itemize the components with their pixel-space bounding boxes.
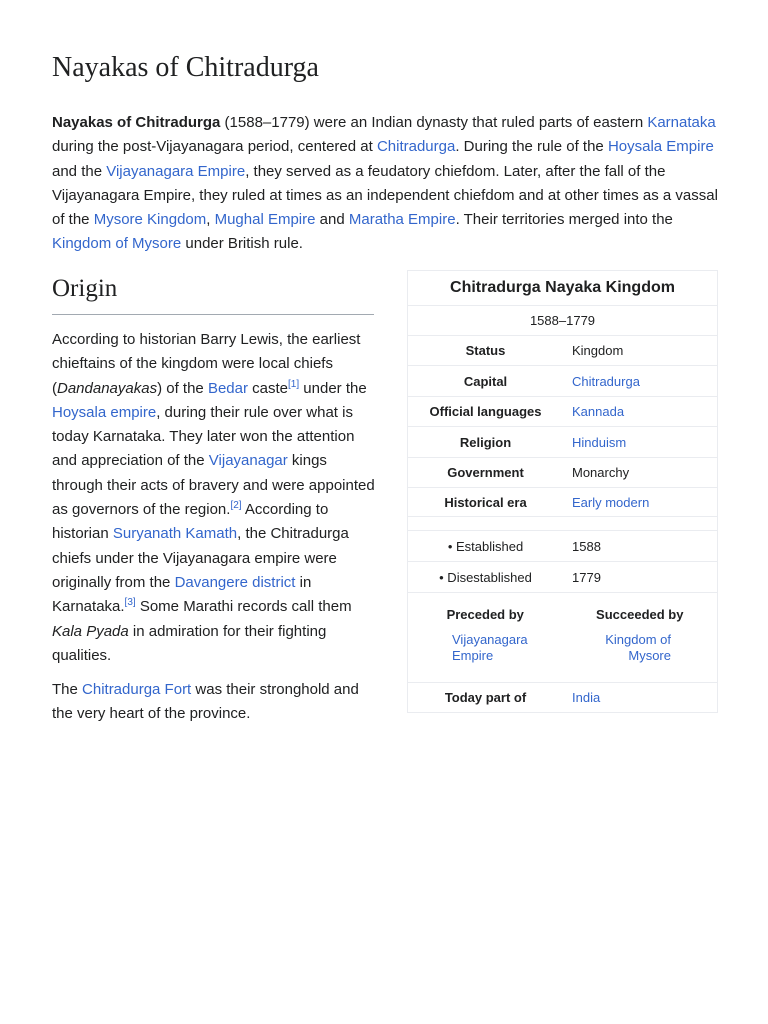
infobox-title: Chitradurga Nayaka Kingdom bbox=[450, 279, 675, 296]
intro-text: and the bbox=[52, 162, 107, 180]
link-hoysala-empire-lower[interactable]: Hoysala empire bbox=[52, 403, 157, 421]
link-mughal-empire[interactable]: Mughal Empire bbox=[214, 211, 316, 229]
infobox-spacer bbox=[408, 516, 717, 530]
infobox-row-era bbox=[408, 487, 717, 516]
infobox-value: 1779 bbox=[572, 569, 601, 585]
link-vijayanagara-empire[interactable]: Vijayanagara Empire bbox=[106, 162, 246, 180]
succeeded-by bbox=[563, 593, 718, 664]
intro-text: during the post-Vijayanagara period, centered at bbox=[52, 138, 377, 156]
link-kannada[interactable]: Kannada bbox=[572, 404, 625, 419]
link-hinduism[interactable]: Hinduism bbox=[572, 434, 627, 450]
citation-2[interactable]: [2] bbox=[230, 500, 242, 512]
link-karnataka[interactable]: Karnataka bbox=[647, 114, 716, 131]
infobox-label: Government bbox=[447, 465, 524, 480]
infobox-row-status bbox=[408, 335, 717, 365]
link-hoysala-empire[interactable]: Hoysala Empire bbox=[607, 138, 714, 156]
link-india[interactable]: India bbox=[572, 690, 601, 705]
succeeded-by-label: Succeeded by bbox=[596, 607, 684, 622]
intro-text: and bbox=[315, 211, 349, 229]
link-early-modern[interactable]: Early modern bbox=[572, 494, 650, 510]
infobox-value: 1588 bbox=[572, 538, 601, 554]
infobox-value: Kingdom bbox=[572, 343, 624, 358]
infobox-row-capital bbox=[408, 365, 717, 396]
infobox-row-succession bbox=[408, 592, 717, 682]
infobox-label: Historical era bbox=[444, 494, 527, 510]
origin-text: ) of the bbox=[157, 379, 208, 397]
intro-text: (1588–1779) were an Indian dynasty that ruled parts of eastern bbox=[220, 114, 648, 131]
link-succeeded-kingdom-of[interactable]: Kingdom of bbox=[605, 632, 671, 647]
link-preceded-vijayanagara[interactable]: Vijayanagara bbox=[452, 632, 528, 647]
preceded-by-label: Preceded by bbox=[446, 607, 524, 622]
origin-text: Some Marathi records call them bbox=[135, 598, 352, 616]
origin-italic-dandanayakas: Dandanayakas bbox=[57, 379, 158, 397]
link-davangere-district[interactable]: Davangere district bbox=[174, 573, 296, 591]
link-mysore-kingdom[interactable]: Mysore Kingdom bbox=[93, 211, 207, 229]
section-heading-origin: Origin bbox=[52, 272, 374, 315]
link-kingdom-of-mysore[interactable]: Kingdom of Mysore bbox=[52, 235, 182, 253]
origin-text: was their stronghold and the very heart of the province. bbox=[52, 681, 359, 723]
infobox-years: 1588–1779 bbox=[408, 305, 717, 335]
infobox-label: • Disestablished bbox=[439, 569, 532, 585]
infobox-label: • Established bbox=[447, 538, 524, 554]
link-bedar[interactable]: Bedar bbox=[207, 379, 248, 397]
infobox-row-disestablished bbox=[408, 561, 717, 592]
infobox bbox=[407, 270, 718, 713]
link-preceded-empire[interactable]: Empire bbox=[452, 648, 494, 663]
infobox-label: Status bbox=[465, 343, 506, 358]
origin-italic-kala-pyada: Kala Pyada bbox=[52, 622, 129, 640]
intro-paragraph bbox=[52, 111, 718, 257]
link-maratha-empire[interactable]: Maratha Empire bbox=[348, 211, 456, 229]
link-succeeded-mysore[interactable]: Mysore bbox=[628, 648, 671, 663]
link-chitradurga[interactable]: Chitradurga bbox=[376, 138, 456, 156]
origin-text: According to historian bbox=[52, 501, 329, 543]
infobox-row-languages bbox=[408, 396, 717, 426]
infobox-label: Official languages bbox=[429, 404, 542, 419]
origin-text: kings through their acts of bravery and were appointed as governors of the region. bbox=[52, 452, 375, 519]
infobox-label: Religion bbox=[459, 434, 512, 450]
intro-text: , they served as a feudatory chiefdom. Later, after the fall of the Vijayanagara Empire, they ruled at times as an independent chiefdom and at other times as a vassal of the bbox=[52, 162, 718, 229]
link-vijayanagar[interactable]: Vijayanagar bbox=[208, 452, 288, 470]
intro-text: . During the rule of the bbox=[455, 138, 608, 156]
page-title: Nayakas of Chitradurga bbox=[52, 52, 319, 83]
intro-text: , bbox=[206, 211, 215, 229]
infobox-row-government bbox=[408, 457, 717, 487]
origin-text: in admiration for their fighting qualities. bbox=[52, 622, 327, 664]
origin-text: , during their rule over what is today Karnataka. They later won the attention and appreciation of the bbox=[52, 403, 355, 470]
infobox-value: Monarchy bbox=[572, 465, 630, 480]
intro-text: . Their territories merged into the bbox=[455, 211, 673, 229]
infobox-row-religion bbox=[408, 426, 717, 457]
citation-3[interactable]: [3] bbox=[124, 597, 136, 609]
citation-1[interactable]: [1] bbox=[288, 378, 300, 390]
infobox-label: Capital bbox=[463, 373, 508, 389]
origin-text: in Karnataka. bbox=[52, 573, 312, 616]
infobox-row-established bbox=[408, 530, 717, 561]
origin-text: under the bbox=[299, 379, 367, 397]
origin-paragraph-2 bbox=[52, 678, 376, 727]
origin-text: According to historian Barry Lewis, the earliest chieftains of the kingdom were local chiefs ( bbox=[52, 331, 361, 397]
infobox-label: Today part of bbox=[444, 690, 527, 705]
link-chitradurga-fort[interactable]: Chitradurga Fort bbox=[82, 681, 192, 699]
link-suryanath-kamath[interactable]: Suryanath Kamath bbox=[112, 525, 238, 543]
origin-text: caste bbox=[247, 379, 288, 397]
preceded-by bbox=[408, 593, 563, 664]
intro-bold-name: Nayakas of Chitradurga bbox=[52, 114, 221, 131]
intro-text: under British rule. bbox=[181, 235, 303, 253]
origin-paragraph-1 bbox=[52, 328, 376, 668]
origin-section bbox=[52, 328, 376, 737]
origin-text: The bbox=[52, 681, 83, 699]
link-capital-chitradurga[interactable]: Chitradurga bbox=[572, 373, 640, 389]
origin-text: , the Chitradurga chiefs under the Vijayanagara empire were originally from the bbox=[52, 525, 349, 591]
infobox-row-today bbox=[408, 682, 717, 712]
